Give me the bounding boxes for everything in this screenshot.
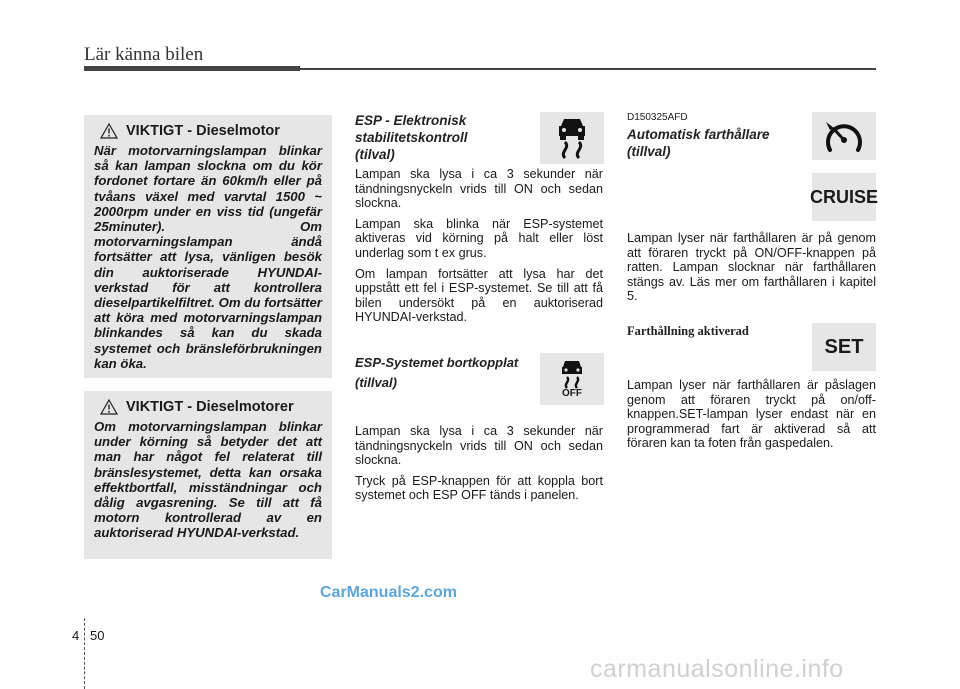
warning-body: När motorvarningslampan blinkar så kan lampan slockna om du kör fordonet fortare än 60km/h eller på tvåans växel med varvtal 1500 ~ 2000rpm under en viss tid (ungefär 25minuter). Om motorvarningslampan ändå fortsätter att lysa, vänligen besök din auktoriserade HYUNDAI-verkstad för att kontrollera dieselpartikelfiltret. Om du fortsätter att köra med motorvarningslampan blinkandes så kan du skada systemet och bränsleförbrukningen kan öka. — [94, 143, 322, 371]
warning-label: VIKTIGT — [126, 399, 184, 415]
esp-title — [355, 112, 533, 163]
section-code: D150325AFD — [627, 112, 688, 123]
cruise-title-line2: (tillval) — [627, 144, 671, 159]
cruise-title-line1: Automatisk farthållare — [627, 127, 770, 142]
cruise-text-2 — [627, 378, 876, 457]
cruise-paragraph-2: Lampan lyser när farthållaren är påslagen genom att föraren tryckt på on/off-knappen.SET-lampan lyser endast när en programmerad fart är aktiverad så att föraren kan ta foten från gaspedalen. — [627, 378, 876, 451]
esp-off-car-icon — [555, 359, 589, 389]
esp-off-label: OFF — [562, 388, 582, 399]
esp-title-line1: ESP - Elektronisk — [355, 113, 467, 128]
warning-heading — [100, 123, 322, 139]
warning-mode: Dieselmotor — [196, 123, 280, 139]
page-header-title: Lär känna bilen — [84, 44, 204, 65]
esp-text — [355, 167, 603, 331]
header-rule-thin — [300, 68, 876, 70]
cruise-title — [627, 126, 807, 160]
esp-title-line2: stabilitetskontroll — [355, 130, 468, 145]
esp-indicator — [540, 112, 604, 164]
warning-body: Om motorvarningslampan blinkar under körning så betyder det att man har något fel relaterat till bränslesystemet, detta kan orsaka effektbortfall, misständningar och dålig avgasrening. Se till att få motorn kontrollerad av en auktoriserad HYUNDAI-verkstad. — [94, 419, 322, 541]
cruise-subheading: Farthållning aktiverad — [627, 324, 749, 338]
warning-triangle-icon — [100, 399, 118, 415]
cruise-label: CRUISE — [810, 186, 879, 207]
footer-divider — [84, 618, 86, 689]
esp-off-text — [355, 424, 603, 509]
speedometer-icon — [822, 116, 866, 156]
set-indicator — [812, 323, 876, 371]
set-label: SET — [824, 335, 864, 358]
warning-separator: - — [183, 399, 197, 415]
esp-off-title — [355, 353, 540, 393]
warning-separator: - — [183, 123, 197, 139]
footer-page-number: 50 — [90, 628, 105, 643]
warning-heading — [100, 399, 322, 415]
warning-box-dieselmotor — [84, 115, 332, 378]
esp-paragraph: Om lampan fortsätter att lysa har det uppstått ett fel i ESP-systemet. Se till att få bilen undersökt på en auktoriserad HYUNDAI-verkstad. — [355, 266, 603, 325]
warning-box-dieselmotorer — [84, 391, 332, 559]
cruise-text — [627, 231, 876, 310]
esp-skidding-car-icon — [549, 116, 595, 160]
cruise-paragraph: Lampan lyser när farthållaren är på genom att föraren tryckt på ON/OFF-knappen på ratten. Lampan slocknar när farthållaren stängs av. Läs mer om farthållaren i kapitel 5. — [627, 231, 876, 304]
esp-title-line3: (tilval) — [355, 147, 395, 162]
warning-mode: Dieselmotorer — [196, 399, 294, 415]
esp-paragraph: Lampan ska lysa i ca 3 sekunder när tändningsnyckeln vrids till ON och sedan slockna. — [355, 167, 603, 211]
esp-paragraph: Lampan ska blinka när ESP-systemet aktiveras vid körning på halt eller löst underlag som t ex grus. — [355, 216, 603, 260]
watermark-bottom: carmanualsonline.info — [590, 655, 844, 683]
cruise-label-indicator — [810, 173, 879, 221]
cruise-indicator — [812, 112, 876, 160]
warning-triangle-icon — [100, 123, 118, 139]
footer-section-number: 4 — [72, 628, 80, 643]
watermark-top: CarManuals2.com — [320, 584, 457, 601]
header-rule-thick — [84, 66, 300, 71]
esp-off-paragraph: Tryck på ESP-knappen för att koppla bort systemet och ESP OFF tänds i panelen. — [355, 473, 603, 503]
esp-off-indicator — [540, 353, 604, 405]
warning-label: VIKTIGT — [126, 123, 184, 139]
esp-off-title-line2: (tillval) — [355, 375, 397, 390]
esp-off-paragraph: Lampan ska lysa i ca 3 sekunder när tändningsnyckeln vrids till ON och sedan slockna. — [355, 424, 603, 468]
esp-off-title-line1: ESP-Systemet bortkopplat — [355, 355, 519, 370]
